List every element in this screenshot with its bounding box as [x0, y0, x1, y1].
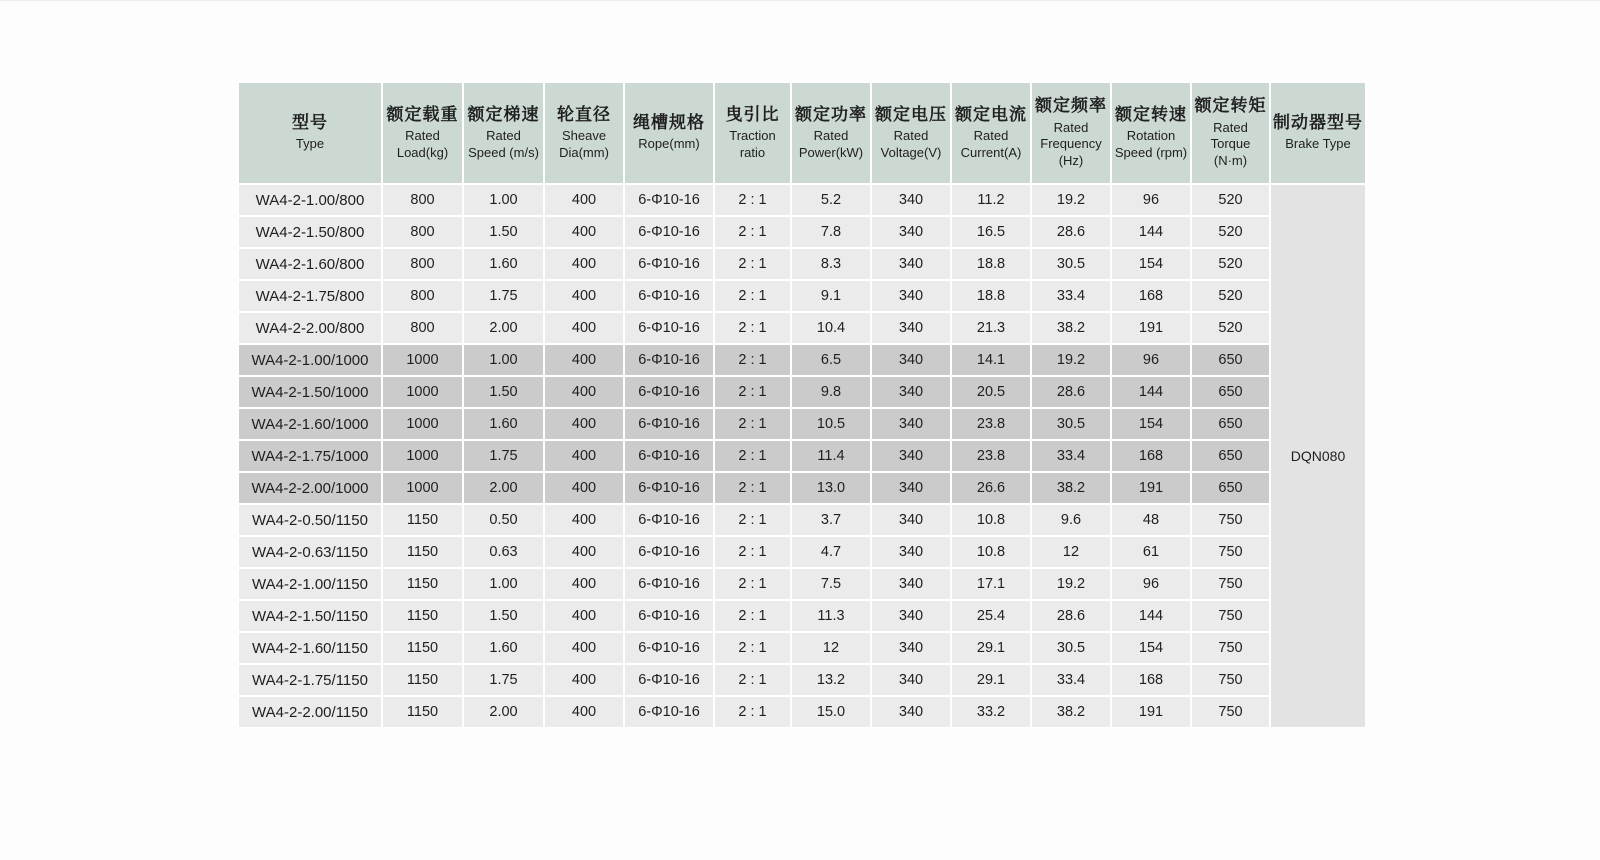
cell-power: 15.0: [791, 696, 871, 728]
cell-ratio: 2 : 1: [714, 536, 791, 568]
cell-speed: 1.50: [463, 216, 544, 248]
cell-frequency: 19.2: [1031, 568, 1111, 600]
cell-load: 1000: [382, 376, 463, 408]
cell-rope: 6-Φ10-16: [624, 312, 714, 344]
cell-rope: 6-Φ10-16: [624, 632, 714, 664]
cell-current: 10.8: [951, 504, 1031, 536]
cell-voltage: 340: [871, 280, 951, 312]
cell-sheave: 400: [544, 344, 624, 376]
cell-frequency: 19.2: [1031, 344, 1111, 376]
cell-sheave: 400: [544, 440, 624, 472]
table-row: [238, 408, 1366, 440]
cell-sheave: 400: [544, 504, 624, 536]
cell-voltage: 340: [871, 440, 951, 472]
cell-speed: 1.75: [463, 664, 544, 696]
cell-torque: 750: [1191, 504, 1270, 536]
cell-speed: 1.60: [463, 248, 544, 280]
cell-current: 29.1: [951, 664, 1031, 696]
cell-rope: 6-Φ10-16: [624, 600, 714, 632]
model-cell: WA4-2-2.00/1000: [238, 472, 382, 504]
cell-speed: 2.00: [463, 472, 544, 504]
header-label-en: Rated Frequency (Hz): [1040, 119, 1102, 168]
header-label-zh: 制动器型号: [1273, 112, 1363, 132]
model-cell: WA4-2-1.00/800: [238, 184, 382, 216]
cell-current: 17.1: [951, 568, 1031, 600]
cell-voltage: 340: [871, 664, 951, 696]
cell-load: 1000: [382, 344, 463, 376]
cell-torque: 650: [1191, 408, 1270, 440]
cell-load: 800: [382, 184, 463, 216]
cell-speed: 1.50: [463, 600, 544, 632]
cell-frequency: 28.6: [1031, 376, 1111, 408]
table-row: [238, 504, 1366, 536]
cell-voltage: 340: [871, 408, 951, 440]
model-cell: WA4-2-1.75/800: [238, 280, 382, 312]
cell-rope: 6-Φ10-16: [624, 440, 714, 472]
cell-voltage: 340: [871, 312, 951, 344]
model-cell: WA4-2-1.75/1150: [238, 664, 382, 696]
cell-torque: 520: [1191, 184, 1270, 216]
cell-load: 1150: [382, 632, 463, 664]
table-row: [238, 184, 1366, 216]
header-label-en: Type: [295, 136, 325, 152]
cell-speed: 1.00: [463, 568, 544, 600]
cell-sheave: 400: [544, 312, 624, 344]
cell-current: 14.1: [951, 344, 1031, 376]
cell-current: 23.8: [951, 440, 1031, 472]
cell-rpm: 154: [1111, 248, 1191, 280]
cell-frequency: 30.5: [1031, 408, 1111, 440]
cell-torque: 520: [1191, 312, 1270, 344]
header-label-zh: 曳引比: [725, 104, 780, 124]
table-row: [238, 216, 1366, 248]
cell-rpm: 48: [1111, 504, 1191, 536]
table-row: [238, 248, 1366, 280]
cell-voltage: 340: [871, 696, 951, 728]
cell-torque: 750: [1191, 600, 1270, 632]
cell-ratio: 2 : 1: [714, 504, 791, 536]
cell-load: 1000: [382, 472, 463, 504]
cell-speed: 1.50: [463, 376, 544, 408]
header-label-zh: 额定电压: [875, 104, 947, 124]
model-cell: WA4-2-2.00/800: [238, 312, 382, 344]
cell-power: 11.4: [791, 440, 871, 472]
header-label-en: Traction ratio: [729, 128, 776, 160]
model-cell: WA4-2-1.50/800: [238, 216, 382, 248]
cell-ratio: 2 : 1: [714, 664, 791, 696]
cell-rpm: 96: [1111, 344, 1191, 376]
cell-ratio: 2 : 1: [714, 312, 791, 344]
cell-speed: 1.60: [463, 632, 544, 664]
header-label-zh: 额定转矩: [1194, 96, 1267, 116]
cell-frequency: 28.6: [1031, 216, 1111, 248]
cell-frequency: 38.2: [1031, 472, 1111, 504]
header-label-zh: 额定转速: [1115, 104, 1187, 124]
cell-current: 23.8: [951, 408, 1031, 440]
cell-sheave: 400: [544, 632, 624, 664]
header-cell-rpm: [1111, 82, 1191, 184]
cell-current: 10.8: [951, 536, 1031, 568]
header-label-zh: 绳槽规格: [633, 112, 705, 132]
cell-torque: 750: [1191, 696, 1270, 728]
cell-rope: 6-Φ10-16: [624, 568, 714, 600]
cell-power: 6.5: [791, 344, 871, 376]
cell-load: 1150: [382, 664, 463, 696]
cell-load: 800: [382, 280, 463, 312]
cell-ratio: 2 : 1: [714, 632, 791, 664]
cell-power: 4.7: [791, 536, 871, 568]
cell-voltage: 340: [871, 472, 951, 504]
header-label-en: Rotation Speed (rpm): [1114, 128, 1188, 160]
cell-sheave: 400: [544, 536, 624, 568]
cell-current: 25.4: [951, 600, 1031, 632]
cell-power: 13.2: [791, 664, 871, 696]
table-row: [238, 632, 1366, 664]
header-label-en: Rated Current(A): [960, 128, 1022, 160]
cell-load: 1150: [382, 600, 463, 632]
cell-torque: 650: [1191, 440, 1270, 472]
cell-load: 800: [382, 248, 463, 280]
cell-frequency: 33.4: [1031, 664, 1111, 696]
header-cell-rope: [624, 82, 714, 184]
cell-ratio: 2 : 1: [714, 280, 791, 312]
table-row: [238, 600, 1366, 632]
header-label-zh: 额定载重: [386, 104, 459, 124]
cell-current: 16.5: [951, 216, 1031, 248]
header-label-zh: 额定功率: [795, 104, 867, 124]
header-label-en: Brake Type: [1285, 136, 1351, 152]
model-cell: WA4-2-1.50/1150: [238, 600, 382, 632]
cell-torque: 750: [1191, 536, 1270, 568]
cell-torque: 750: [1191, 568, 1270, 600]
model-cell: WA4-2-1.00/1000: [238, 344, 382, 376]
header-label-en: Rated Power(kW): [798, 128, 864, 160]
table-row: [238, 664, 1366, 696]
cell-load: 800: [382, 216, 463, 248]
cell-current: 20.5: [951, 376, 1031, 408]
cell-rpm: 168: [1111, 280, 1191, 312]
cell-current: 26.6: [951, 472, 1031, 504]
cell-power: 11.3: [791, 600, 871, 632]
cell-ratio: 2 : 1: [714, 472, 791, 504]
cell-ratio: 2 : 1: [714, 696, 791, 728]
table-row: [238, 440, 1366, 472]
cell-power: 3.7: [791, 504, 871, 536]
header-label-zh: 额定梯速: [467, 104, 540, 124]
cell-voltage: 340: [871, 376, 951, 408]
spec-table: [237, 81, 1367, 729]
table-row: [238, 696, 1366, 728]
cell-rope: 6-Φ10-16: [624, 184, 714, 216]
header-label-en: Sheave Dia(mm): [559, 128, 609, 160]
cell-frequency: 38.2: [1031, 312, 1111, 344]
cell-torque: 520: [1191, 248, 1270, 280]
cell-frequency: 19.2: [1031, 184, 1111, 216]
cell-rpm: 154: [1111, 632, 1191, 664]
cell-torque: 650: [1191, 376, 1270, 408]
cell-rpm: 191: [1111, 472, 1191, 504]
cell-sheave: 400: [544, 568, 624, 600]
header-label-en: Rated Speed (m/s): [468, 128, 539, 160]
cell-sheave: 400: [544, 408, 624, 440]
cell-current: 18.8: [951, 280, 1031, 312]
cell-ratio: 2 : 1: [714, 440, 791, 472]
cell-ratio: 2 : 1: [714, 408, 791, 440]
cell-frequency: 33.4: [1031, 280, 1111, 312]
cell-rope: 6-Φ10-16: [624, 408, 714, 440]
cell-current: 18.8: [951, 248, 1031, 280]
cell-power: 9.8: [791, 376, 871, 408]
header-cell-frequency: [1031, 82, 1111, 184]
header-label-en: Rated Load(kg): [396, 128, 449, 160]
cell-sheave: 400: [544, 184, 624, 216]
cell-voltage: 340: [871, 536, 951, 568]
cell-rpm: 144: [1111, 376, 1191, 408]
cell-current: 21.3: [951, 312, 1031, 344]
cell-torque: 520: [1191, 216, 1270, 248]
table-header-row: [238, 82, 1366, 184]
model-cell: WA4-2-0.50/1150: [238, 504, 382, 536]
header-label-zh: 额定电流: [955, 104, 1027, 124]
header-label-zh: 型号: [292, 112, 328, 132]
cell-frequency: 12: [1031, 536, 1111, 568]
model-cell: WA4-2-2.00/1150: [238, 696, 382, 728]
cell-speed: 1.00: [463, 344, 544, 376]
cell-load: 1150: [382, 568, 463, 600]
header-cell-current: [951, 82, 1031, 184]
cell-ratio: 2 : 1: [714, 184, 791, 216]
cell-frequency: 30.5: [1031, 632, 1111, 664]
cell-ratio: 2 : 1: [714, 216, 791, 248]
model-cell: WA4-2-1.50/1000: [238, 376, 382, 408]
table-row: [238, 568, 1366, 600]
header-label-zh: 额定频率: [1035, 96, 1107, 116]
cell-frequency: 38.2: [1031, 696, 1111, 728]
table-header: [238, 82, 1366, 184]
cell-rpm: 144: [1111, 216, 1191, 248]
cell-rope: 6-Φ10-16: [624, 280, 714, 312]
table-row: [238, 344, 1366, 376]
model-cell: WA4-2-1.00/1150: [238, 568, 382, 600]
cell-ratio: 2 : 1: [714, 248, 791, 280]
cell-power: 5.2: [791, 184, 871, 216]
cell-ratio: 2 : 1: [714, 568, 791, 600]
cell-rpm: 96: [1111, 184, 1191, 216]
cell-speed: 1.60: [463, 408, 544, 440]
cell-frequency: 33.4: [1031, 440, 1111, 472]
brake-type-cell: DQN080: [1270, 184, 1366, 728]
cell-power: 10.5: [791, 408, 871, 440]
cell-power: 9.1: [791, 280, 871, 312]
cell-current: 33.2: [951, 696, 1031, 728]
cell-voltage: 340: [871, 568, 951, 600]
cell-rope: 6-Φ10-16: [624, 504, 714, 536]
cell-frequency: 28.6: [1031, 600, 1111, 632]
header-cell-power: [791, 82, 871, 184]
cell-rope: 6-Φ10-16: [624, 376, 714, 408]
cell-voltage: 340: [871, 504, 951, 536]
cell-speed: 1.00: [463, 184, 544, 216]
cell-rpm: 144: [1111, 600, 1191, 632]
model-cell: WA4-2-0.63/1150: [238, 536, 382, 568]
cell-sheave: 400: [544, 248, 624, 280]
cell-sheave: 400: [544, 280, 624, 312]
cell-power: 12: [791, 632, 871, 664]
header-cell-voltage: [871, 82, 951, 184]
cell-rpm: 168: [1111, 664, 1191, 696]
cell-current: 11.2: [951, 184, 1031, 216]
header-label-en: Rated Torque (N·m): [1210, 119, 1251, 168]
header-cell-type: [238, 82, 382, 184]
header-label-zh: 轮直径: [557, 104, 611, 124]
cell-sheave: 400: [544, 216, 624, 248]
model-cell: WA4-2-1.60/1150: [238, 632, 382, 664]
cell-speed: 0.50: [463, 504, 544, 536]
cell-sheave: 400: [544, 696, 624, 728]
model-cell: WA4-2-1.75/1000: [238, 440, 382, 472]
cell-sheave: 400: [544, 472, 624, 504]
cell-frequency: 30.5: [1031, 248, 1111, 280]
cell-rope: 6-Φ10-16: [624, 472, 714, 504]
cell-speed: 1.75: [463, 280, 544, 312]
cell-speed: 0.63: [463, 536, 544, 568]
cell-voltage: 340: [871, 184, 951, 216]
cell-ratio: 2 : 1: [714, 344, 791, 376]
cell-ratio: 2 : 1: [714, 376, 791, 408]
cell-load: 800: [382, 312, 463, 344]
header-cell-brake: [1270, 82, 1366, 184]
header-cell-load: [382, 82, 463, 184]
cell-rpm: 191: [1111, 312, 1191, 344]
table-body: [238, 184, 1366, 728]
cell-rpm: 191: [1111, 696, 1191, 728]
cell-rope: 6-Φ10-16: [624, 664, 714, 696]
cell-sheave: 400: [544, 600, 624, 632]
cell-rope: 6-Φ10-16: [624, 216, 714, 248]
cell-current: 29.1: [951, 632, 1031, 664]
cell-voltage: 340: [871, 216, 951, 248]
cell-power: 7.8: [791, 216, 871, 248]
cell-torque: 650: [1191, 472, 1270, 504]
cell-power: 8.3: [791, 248, 871, 280]
table-row: [238, 376, 1366, 408]
cell-rope: 6-Φ10-16: [624, 344, 714, 376]
header-cell-torque: [1191, 82, 1270, 184]
cell-rpm: 61: [1111, 536, 1191, 568]
cell-sheave: 400: [544, 664, 624, 696]
cell-rope: 6-Φ10-16: [624, 248, 714, 280]
header-cell-sheave: [544, 82, 624, 184]
table-row: [238, 472, 1366, 504]
cell-load: 1000: [382, 408, 463, 440]
cell-load: 1000: [382, 440, 463, 472]
cell-load: 1150: [382, 504, 463, 536]
cell-voltage: 340: [871, 344, 951, 376]
cell-torque: 650: [1191, 344, 1270, 376]
cell-voltage: 340: [871, 600, 951, 632]
header-label-en: Rope(mm): [638, 136, 700, 152]
cell-power: 10.4: [791, 312, 871, 344]
cell-rpm: 96: [1111, 568, 1191, 600]
cell-ratio: 2 : 1: [714, 600, 791, 632]
cell-speed: 2.00: [463, 312, 544, 344]
header-cell-ratio: [714, 82, 791, 184]
cell-sheave: 400: [544, 376, 624, 408]
cell-rpm: 168: [1111, 440, 1191, 472]
cell-speed: 2.00: [463, 696, 544, 728]
cell-voltage: 340: [871, 248, 951, 280]
header-label-en: Rated Voltage(V): [880, 128, 942, 160]
model-cell: WA4-2-1.60/1000: [238, 408, 382, 440]
cell-voltage: 340: [871, 632, 951, 664]
table-row: [238, 312, 1366, 344]
table-row: [238, 280, 1366, 312]
cell-power: 13.0: [791, 472, 871, 504]
cell-rpm: 154: [1111, 408, 1191, 440]
cell-rope: 6-Φ10-16: [624, 696, 714, 728]
model-cell: WA4-2-1.60/800: [238, 248, 382, 280]
cell-speed: 1.75: [463, 440, 544, 472]
cell-power: 7.5: [791, 568, 871, 600]
table-row: [238, 536, 1366, 568]
cell-frequency: 9.6: [1031, 504, 1111, 536]
cell-torque: 750: [1191, 632, 1270, 664]
cell-load: 1150: [382, 696, 463, 728]
cell-torque: 520: [1191, 280, 1270, 312]
cell-torque: 750: [1191, 664, 1270, 696]
header-cell-speed: [463, 82, 544, 184]
cell-load: 1150: [382, 536, 463, 568]
cell-rope: 6-Φ10-16: [624, 536, 714, 568]
